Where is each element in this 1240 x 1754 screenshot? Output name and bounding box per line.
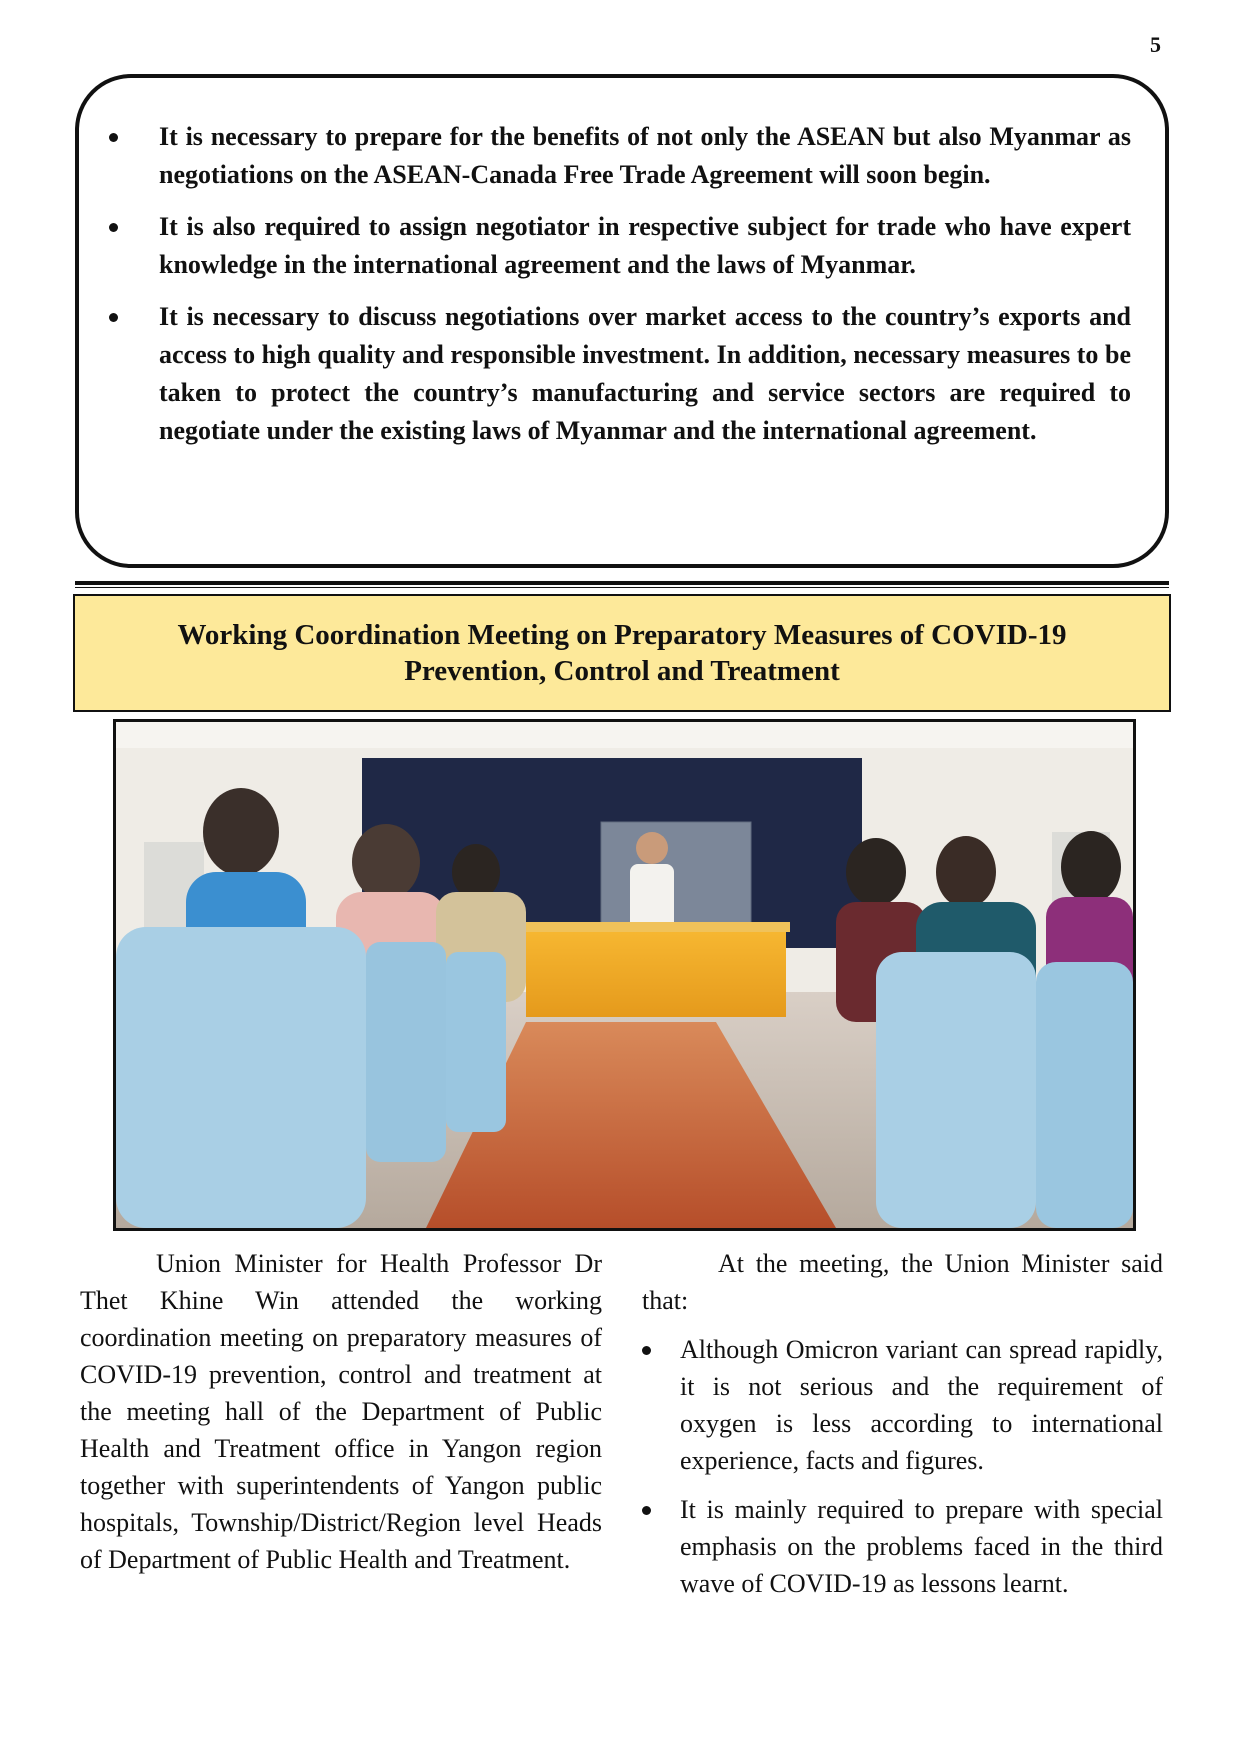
page-number: 5 (1150, 32, 1161, 57)
key-point-item (109, 298, 1131, 450)
key-points-list (109, 118, 1131, 450)
bullet-icon (109, 223, 118, 232)
key-point-item (109, 208, 1131, 284)
article-left-column (80, 1245, 602, 1578)
minister-point-item (642, 1331, 1163, 1479)
bullet-icon (109, 133, 118, 142)
glass-shield (601, 822, 751, 932)
article-paragraph: Union Minister for Health Professor Dr Thet Khine Win attended the working coordination meeting on preparatory measures of COVID-19 prevention, control and treatment at the meeting hall of the Department of Public Health and Treatment office in Yangon region together with superintendents of Yangon public hospitals, Township/District/Region level Heads of Department of Public Health and Treatment. (80, 1249, 602, 1574)
speaker-head (636, 832, 668, 864)
minister-point-text: Although Omicron variant can spread rapidly, it is not serious and the requirement of oxygen is less according to international experience, facts and figures. (680, 1335, 1163, 1475)
article-headline (177, 617, 1066, 689)
minister-point-item (642, 1491, 1163, 1602)
headline-line-1: Working Coordination Meeting on Preparatory Measures of COVID-19 (177, 619, 1067, 651)
key-points-box (75, 74, 1169, 568)
key-point-text: It is also required to assign negotiator in respective subject for trade who have expert knowledge in the international agreement and the laws of Myanmar. (159, 212, 1131, 279)
table-top (522, 922, 790, 932)
key-point-text: It is necessary to discuss negotiations over market access to the country’s exports and access to high quality and responsible investment. In addition, necessary measures to be taken to protect the country’s manufacturing and service sectors are required to negotiate under the existing laws of Myanmar and the international agreement. (159, 302, 1131, 445)
audience-right (836, 831, 1133, 1228)
headline-banner (73, 594, 1171, 712)
headline-line-2: Prevention, Control and Treatment (404, 655, 840, 687)
bullet-icon (642, 1346, 651, 1355)
meeting-hall-photo (113, 719, 1136, 1231)
section-divider-thin (75, 587, 1169, 588)
minister-point-text: It is mainly required to prepare with special emphasis on the problems faced in the third wave of COVID-19 as lessons learnt. (680, 1495, 1163, 1598)
ceiling (116, 722, 1133, 748)
bullet-icon (642, 1506, 651, 1515)
key-point-item (109, 118, 1131, 194)
key-point-text: It is necessary to prepare for the benefits of not only the ASEAN but also Myanmar as negotiations on the ASEAN-Canada Free Trade Agreement will soon begin. (159, 122, 1131, 189)
bullet-icon (109, 313, 118, 322)
head-table (526, 927, 786, 1017)
meeting-photo-illustration (116, 722, 1133, 1228)
section-divider (75, 581, 1169, 585)
article-right-column (642, 1245, 1163, 1614)
minister-points-list (642, 1331, 1163, 1602)
article-intro: At the meeting, the Union Minister said that: (642, 1249, 1163, 1315)
